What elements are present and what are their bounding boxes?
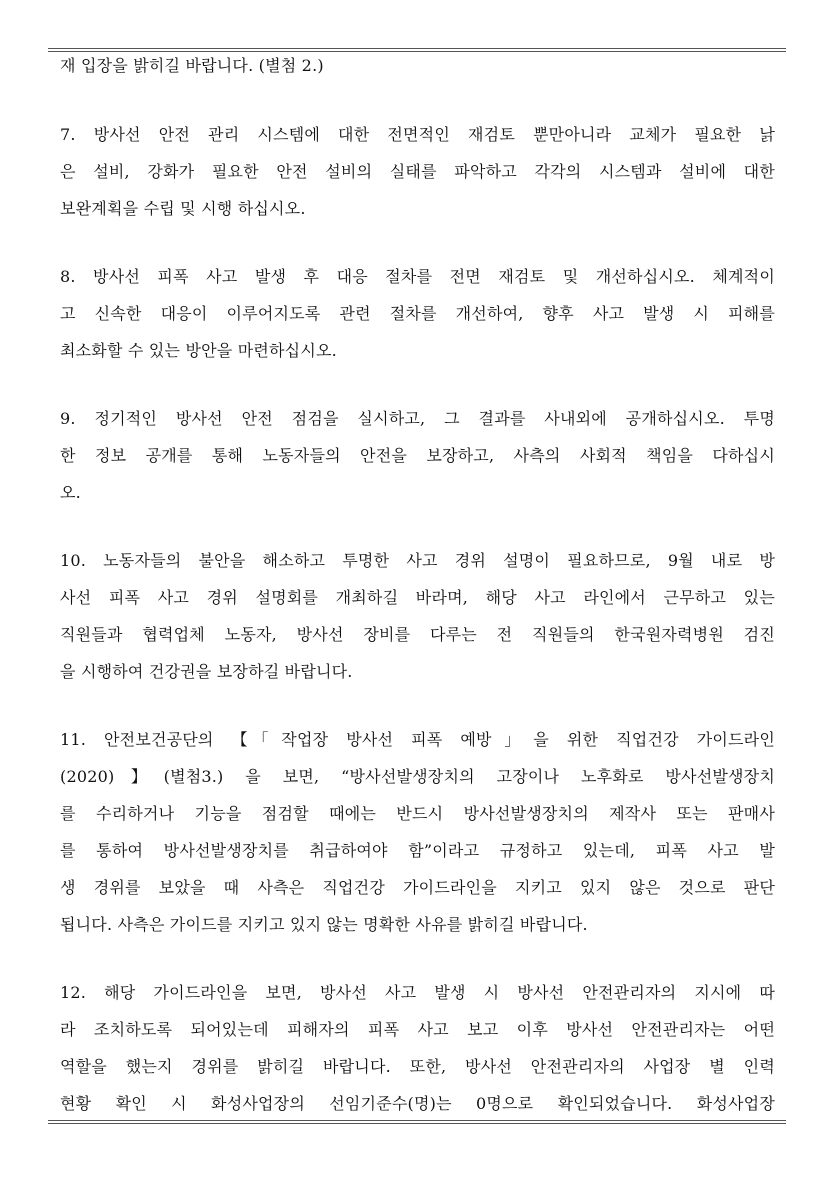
item-9-line-3: 오. xyxy=(60,483,81,502)
item-8-line-3: 최소화할 수 있는 방안을 마련하십시오. xyxy=(60,341,337,360)
item-8-line-1: 8. 방사선 피폭 사고 발생 후 대응 절차를 전면 재검토 및 개선하십시오. 체계적이 xyxy=(60,267,775,286)
item-10-line-2: 사선 피폭 사고 경위 설명회를 개최하길 바라며, 해당 사고 라인에서 근무하고 있는 xyxy=(60,588,775,607)
item-10-line-1: 10. 노동자들의 불안을 해소하고 투명한 사고 경위 설명이 필요하므로, 9월 내로 방 xyxy=(60,551,775,570)
footer-rule xyxy=(48,1120,786,1124)
item-10-line-3: 직원들과 협력업체 노동자, 방사선 장비를 다루는 전 직원들의 한국원자력병원 검진 xyxy=(60,625,775,644)
item-7-line-2: 은 설비, 강화가 필요한 안전 설비의 실태를 파악하고 각각의 시스템과 설비에 대한 xyxy=(60,162,775,181)
header-rule xyxy=(48,48,786,52)
item-8-line-2: 고 신속한 대응이 이루어지도록 관련 절차를 개선하여, 향후 사고 발생 시 피해를 xyxy=(60,304,775,323)
item-12-line-3: 역할을 했는지 경위를 밝히길 바랍니다. 또한, 방사선 안전관리자의 사업장 별 인력 xyxy=(60,1057,775,1076)
item-11-line-2: (2020)】(별첨3.) 을 보면, “방사선발생장치의 고장이나 노후화로 방사선발생장치 xyxy=(60,767,775,786)
text-line: 재 입장을 밝히길 바랍니다. (별첨 2.) xyxy=(60,56,324,75)
item-12-line-1: 12. 해당 가이드라인을 보면, 방사선 사고 발생 시 방사선 안전관리자의 지시에 따 xyxy=(60,983,775,1002)
item-7-line-3: 보완계획을 수립 및 시행 하십시오. xyxy=(60,199,306,218)
item-10-line-4: 을 시행하여 건강권을 보장하길 바랍니다. xyxy=(60,662,353,681)
item-7-line-1: 7. 방사선 안전 관리 시스템에 대한 전면적인 재검토 뿐만아니라 교체가 필요한 낡 xyxy=(60,125,775,144)
item-11-line-4: 를 통하여 방사선발생장치를 취급하여야 함”이라고 규정하고 있는데, 피폭 사고 발 xyxy=(60,841,775,860)
item-11-line-3: 를 수리하거나 기능을 점검할 때에는 반드시 방사선발생장치의 제작사 또는 판매사 xyxy=(60,804,775,823)
item-11-line-5: 생 경위를 보았을 때 사측은 직업건강 가이드라인을 지키고 있지 않은 것으로 판단 xyxy=(60,878,775,897)
item-12-line-2: 라 조치하도록 되어있는데 피해자의 피폭 사고 보고 이후 방사선 안전관리자는 어떤 xyxy=(60,1020,775,1039)
item-11-line-1: 11. 안전보건공단의 【「작업장 방사선 피폭 예방」을 위한 직업건강 가이드라인 xyxy=(60,730,775,749)
item-9-line-1: 9. 정기적인 방사선 안전 점검을 실시하고, 그 결과를 사내외에 공개하십시오. 투명 xyxy=(60,409,775,428)
item-11-line-6: 됩니다. 사측은 가이드를 지키고 있지 않는 명확한 사유를 밝히길 바랍니다. xyxy=(60,915,588,934)
item-12-line-4: 현황 확인 시 화성사업장의 선임기준수(명)는 0명으로 확인되었습니다. 화성사업장 xyxy=(60,1094,775,1113)
item-9-line-2: 한 정보 공개를 통해 노동자들의 안전을 보장하고, 사측의 사회적 책임을 다하십시 xyxy=(60,446,775,465)
